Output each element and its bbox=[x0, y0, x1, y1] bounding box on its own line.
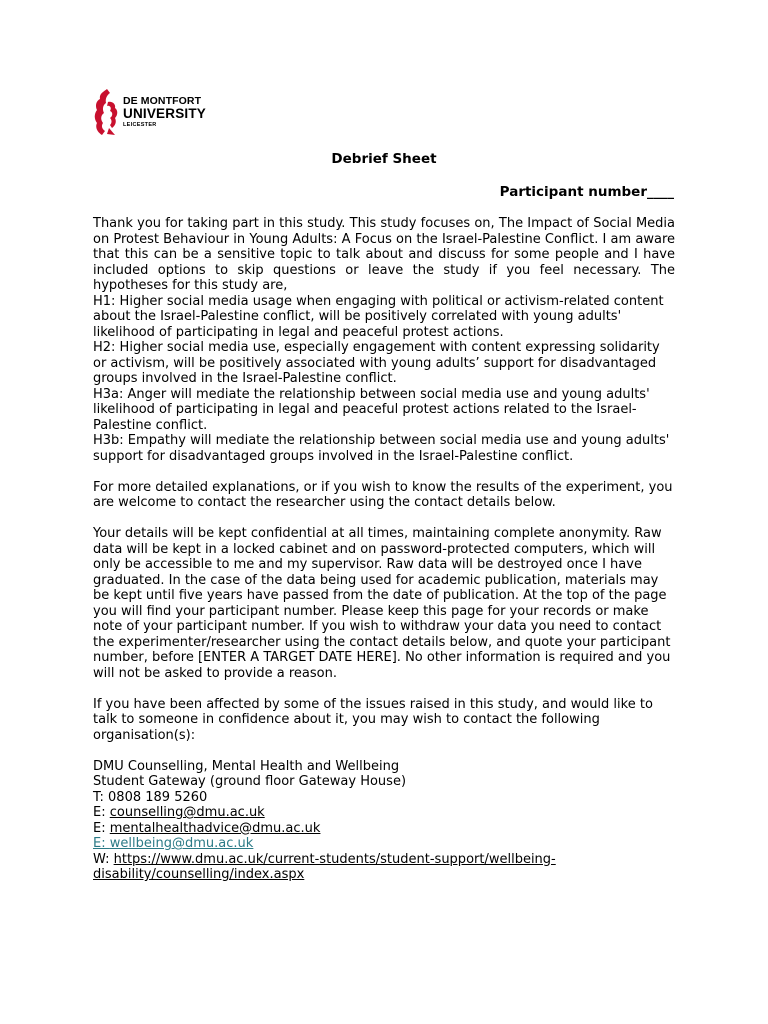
contact-web-line bbox=[93, 852, 675, 883]
hypothesis-h2: H2: Higher social media use, especially engagement with content expressing solidarity or activism, will be positively associated with young adults’ support for disadvantaged groups involved in the Israel-Palestine conflict. bbox=[93, 340, 660, 386]
contact-phone: 0808 189 5260 bbox=[108, 789, 208, 805]
hypothesis-h1: H1: Higher social media usage when engaging with political or activism-related content about the Israel-Palestine conflict, will be positively correlated with young adults' likelihood of participating in legal and peaceful protest actions. bbox=[93, 293, 664, 340]
website-link-line2: disability/counselling/index.aspx bbox=[93, 867, 305, 882]
email-prefix: E: bbox=[93, 836, 110, 851]
web-prefix: W: bbox=[93, 851, 114, 867]
participant-number-label: Participant number____ bbox=[499, 184, 674, 200]
logo-wordmark-line3: LEICESTER bbox=[123, 121, 157, 128]
hypothesis-h3a: H3a: Anger will mediate the relationship between social media use and young adults' likelihood of participating in legal and peaceful protest actions related to the Israel-Palestine conflict. bbox=[93, 386, 650, 433]
more-info-paragraph: For more detailed explanations, or if you wish to know the results of the experiment, you are welcome to contact the researcher using the contact details below. bbox=[93, 479, 673, 510]
intro-paragraph: Thank you for taking part in this study. This study focuses on, The Impact of Social Media on Protest Behaviour in Young Adults: A Focus on the Israel-Palestine Conflict. I am aware that this can be a sensitive topic to talk about and discuss for some people and I have included options to skip questions or leave the study if you feel necessary. The hypotheses for this study are, bbox=[93, 216, 675, 293]
contact-email-line-1 bbox=[93, 805, 675, 821]
document-body bbox=[93, 216, 675, 883]
page-title: Debrief Sheet bbox=[331, 151, 437, 167]
email-link-wellbeing[interactable]: wellbeing@dmu.ac.uk bbox=[109, 836, 254, 851]
contact-org: DMU Counselling, Mental Health and Wellbeing bbox=[93, 758, 400, 774]
logo-wordmark-line1: DE MONTFORT bbox=[123, 94, 202, 107]
email-link-mentalhealth[interactable]: mentalhealthadvice@dmu.ac.uk bbox=[109, 820, 321, 836]
email-prefix: E: bbox=[93, 805, 110, 820]
university-logo bbox=[93, 88, 206, 136]
confidentiality-paragraph: Your details will be kept confidential at all times, maintaining complete anonymity. Raw data will be kept in a locked cabinet and on password-protected computers, which will only be accessible to me and my supervisor. Raw data will be destroyed once I have graduated. In the case of the data being used for academic publication, materials may be kept until five years have passed from the date of publication. At the top of the page you will find your participant number. Please keep this page for your records or make note of your participant number. If you wish to withdraw your data you need to contact the experimenter/researcher using the contact details below, and quote your participant number, before [ENTER A TARGET DATE HERE]. No other information is required and you will not be asked to provide a reason. bbox=[93, 526, 671, 681]
contact-email-line-2 bbox=[93, 821, 675, 837]
email-prefix: E: bbox=[93, 820, 110, 836]
logo-wordmark-line2: UNIVERSITY bbox=[123, 106, 207, 122]
contact-location: Student Gateway (ground floor Gateway House) bbox=[93, 774, 407, 789]
contact-phone-line bbox=[93, 790, 675, 806]
email-link-counselling[interactable]: counselling@dmu.ac.uk bbox=[109, 805, 265, 820]
website-link-line1: https://www.dmu.ac.uk/current-students/student-support/wellbeing- bbox=[113, 851, 556, 867]
phone-prefix: T: bbox=[93, 789, 109, 805]
hypothesis-h3b: H3b: Empathy will mediate the relationship between social media use and young adults' support for disadvantaged groups involved in the Israel-Palestine conflict. bbox=[93, 433, 670, 464]
website-link[interactable] bbox=[93, 852, 556, 883]
dmu-lion-crest-icon bbox=[93, 88, 119, 136]
affected-paragraph: If you have been affected by some of the issues raised in this study, and would like to talk to someone in confidence about it, you may wish to contact the following organisation(s): bbox=[93, 696, 653, 743]
contact-email-line-3 bbox=[93, 836, 675, 852]
